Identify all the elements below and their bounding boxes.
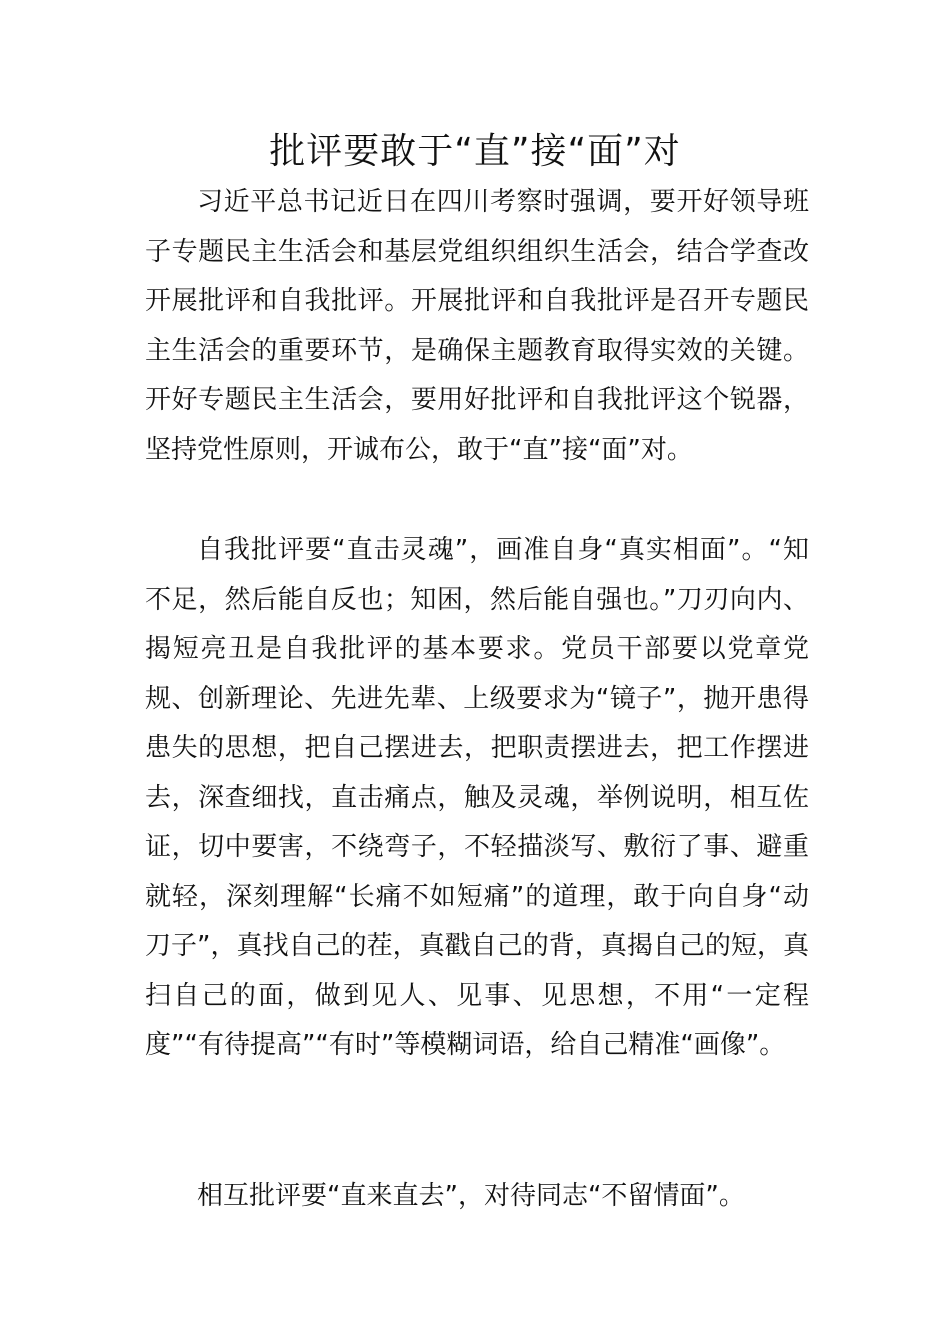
paragraph-intro: 习近平总书记近日在四川考察时强调，要开好领导班子专题民主生活会和基层党组织组织生活会，结合学查改开展批评和自我批评。开展批评和自我批评是召开专题民主生活会的重要环节，是确保主题教育取得实效的关键。开好专题民主生活会，要用好批评和自我批评这个锐器，坚持党性原则，开诚布公，敢于“直”接“面”对。: [145, 187, 809, 465]
document-title: 批评要敢于“直”接“面”对: [269, 131, 681, 172]
paragraph-mutual-criticism: 相互批评要“直来直去”，对待同志“不留情面”。: [197, 1181, 745, 1211]
paragraph-self-criticism: 自我批评要“直击灵魂”，画准自身“真实相面”。“知不足，然后能自反也；知困，然后能自强也。”刀刃向内、揭短亮丑是自我批评的基本要求。党员干部要以党章党规、创新理论、先进先辈、上级要求为“镜子”，抛开患得患失的思想，把自己摆进去，把职责摆进去，把工作摆进去，深查细找，直击痛点，触及灵魂，举例说明，相互佐证，切中要害，不绕弯子，不轻描淡写、敷衍了事、避重就轻，深刻理解“长痛不如短痛”的道理，敢于向自身“动刀子”，真找自己的茬，真戳自己的背，真揭自己的短，真扫自己的面，做到见人、见事、见思想，不用“一定程度”“有待提高”“有时”等模糊词语，给自己精准“画像”。: [145, 535, 809, 1060]
